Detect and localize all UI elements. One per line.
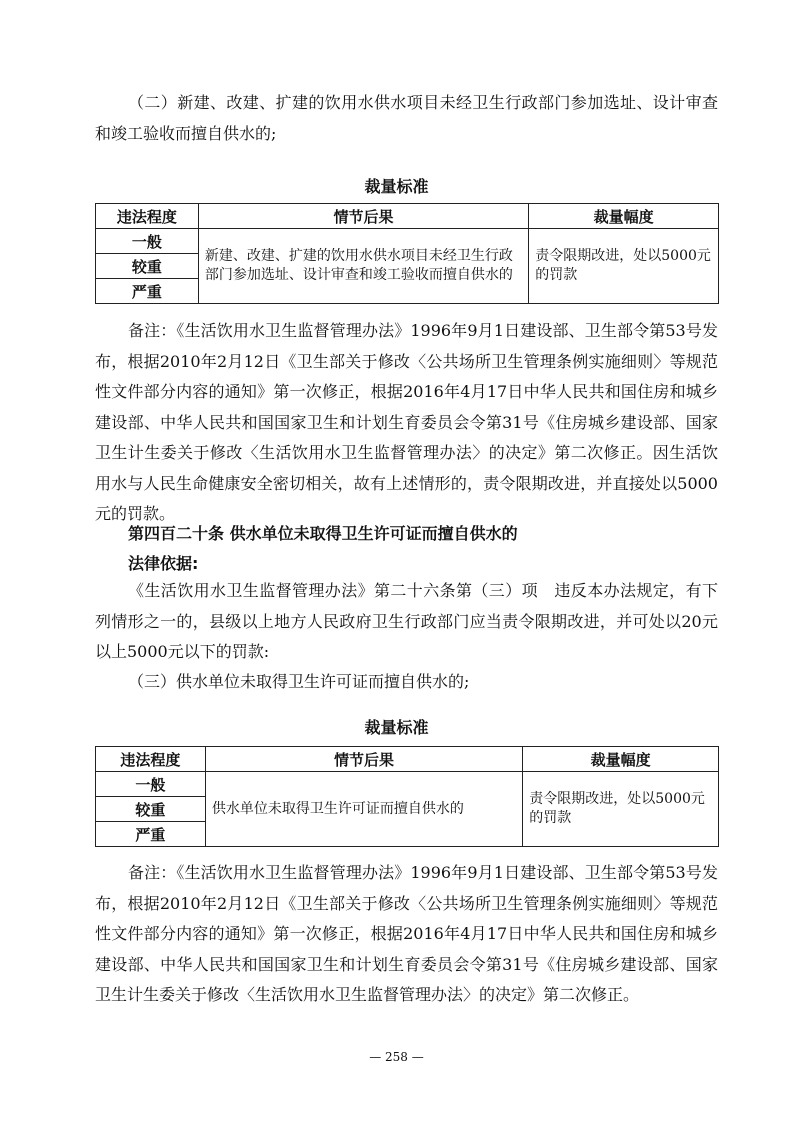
table2-level-general: 一般 bbox=[96, 772, 206, 797]
legal-basis-text: 《生活饮用水卫生监督管理办法》第二十六条第（三）项 违反本办法规定，有下列情形之一的，县级以上地方人民政府卫生行政部门应当责令限期改进，并可处以20元以上5000元以下的罚款: bbox=[95, 581, 718, 661]
table1-level-general: 一般 bbox=[96, 229, 199, 254]
table2-level-severe: 严重 bbox=[96, 822, 206, 847]
table2-header-row bbox=[96, 747, 719, 772]
article-heading: 第四百二十条 供水单位未取得卫生许可证而擅自供水的 bbox=[128, 524, 518, 543]
table-row bbox=[96, 229, 719, 254]
table2-level-serious: 较重 bbox=[96, 797, 206, 822]
table2-header-degree: 违法程度 bbox=[96, 747, 206, 772]
table1-title: 裁量标准 bbox=[364, 177, 429, 196]
legal-basis-label: 法律依据: bbox=[128, 554, 199, 573]
note1-paragraph: 备注：《生活饮用水卫生监督管理办法》1996年9月1日建设部、卫生部令第53号发布，根据2010年2月12日《卫生部关于修改〈公共场所卫生管理条例实施细则〉等规范性文件部分内容的通知》第一次修正，根据2016年4月17日中华人民共和国住房和城乡建设部、中华人民共和国国家卫生和计划生育委员会令第31号《住房城乡建设部、国家卫生计生委关于修改〈生活饮用水卫生监督管理办法〉的决定》第二次修正。因生活饮用水与人民生命健康安全密切相关，故有上述情形的，责令限期改进，并直接处以5000元的罚款。 bbox=[95, 321, 718, 523]
note2-paragraph: 备注：《生活饮用水卫生监督管理办法》1996年9月1日建设部、卫生部令第53号发布，根据2010年2月12日《卫生部关于修改〈公共场所卫生管理条例实施细则〉等规范性文件部分内容的通知》第一次修正，根据2016年4月17日中华人民共和国住房和城乡建设部、中华人民共和国国家卫生和计划生育委员会令第31号《住房城乡建设部、国家卫生计生委关于修改〈生活饮用水卫生监督管理办法〉的决定》第二次修正。 bbox=[95, 863, 718, 1004]
table1-range: 责令限期改进，处以5000元的罚款 bbox=[529, 229, 719, 304]
table2 bbox=[95, 746, 719, 847]
page-number: — 258 — bbox=[369, 1050, 424, 1064]
table2-header-range: 裁量幅度 bbox=[523, 747, 719, 772]
table1-header-degree: 违法程度 bbox=[96, 204, 199, 229]
table2-circumstance: 供水单位未取得卫生许可证而擅自供水的 bbox=[205, 772, 522, 847]
table1-level-serious: 较重 bbox=[96, 254, 199, 279]
table1-circumstance: 新建、改建、扩建的饮用水供水项目未经卫生行政部门参加选址、设计审查和竣工验收而擅自供水的 bbox=[198, 229, 528, 304]
table1-header-row bbox=[96, 204, 719, 229]
table-row bbox=[96, 772, 719, 797]
table1 bbox=[95, 203, 719, 304]
table1-header-circumstance: 情节后果 bbox=[198, 204, 528, 229]
table2-header-circumstance: 情节后果 bbox=[205, 747, 522, 772]
table2-range: 责令限期改进，处以5000元的罚款 bbox=[523, 772, 719, 847]
table1-header-range: 裁量幅度 bbox=[529, 204, 719, 229]
intro-paragraph: （二）新建、改建、扩建的饮用水供水项目未经卫生行政部门参加选址、设计审查和竣工验收而擅自供水的; bbox=[95, 93, 718, 143]
clause-text: （三）供水单位未取得卫生许可证而擅自供水的; bbox=[128, 672, 470, 691]
table1-level-severe: 严重 bbox=[96, 279, 199, 304]
table2-title: 裁量标准 bbox=[364, 718, 429, 737]
